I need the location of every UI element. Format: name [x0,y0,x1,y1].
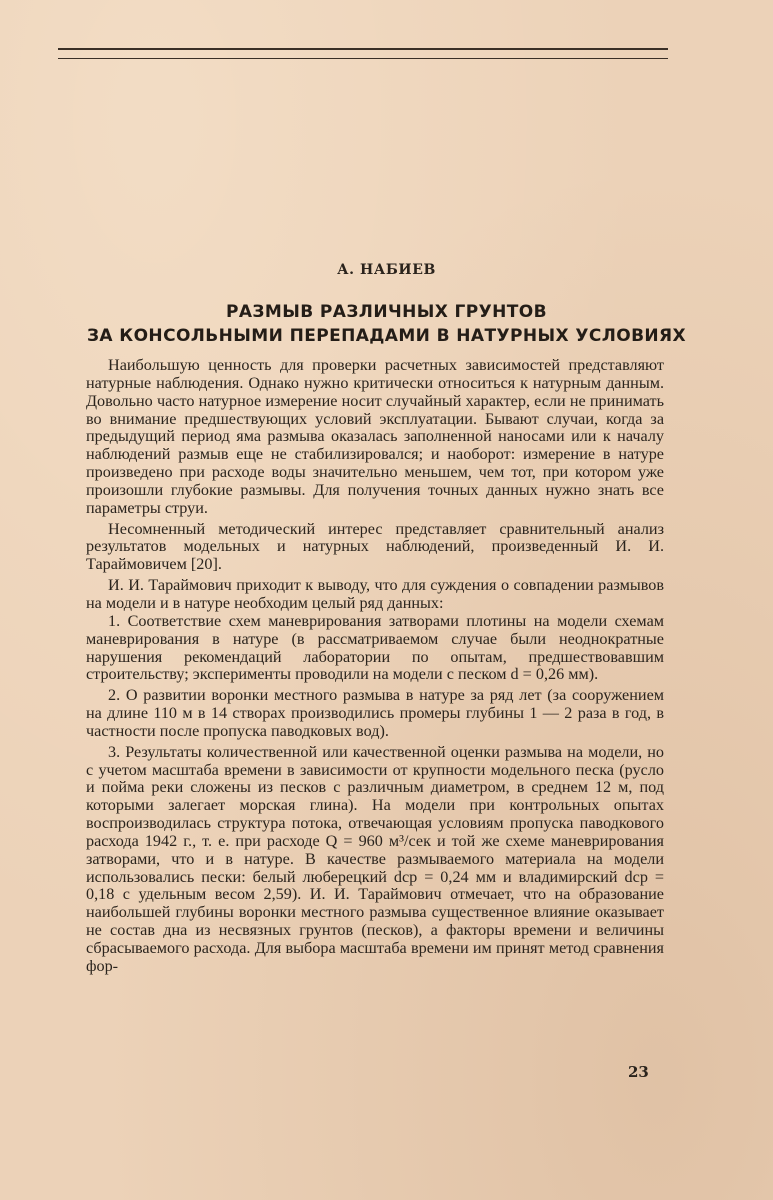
list-item-2: 2. О развитии воронки местного размыва в натуре за ряд лет (за сооружением на длине 110 м в 14 створах производились промеры глубины 1 — 2 раза в год, в частности после пропуска паводковых вод). [86,686,664,740]
page-number: 23 [628,1063,649,1081]
paragraph-comparison: Несомненный методический интерес представляет сравнительный анализ результатов модельных и натурных наблюдений, произведенный И. И. Тараймовичем [20]. [86,519,664,574]
article-author: А. НАБИЕВ [337,262,436,278]
header-rule-top [58,48,668,50]
list-item-3: 3. Результаты количественной или качественной оценки размыва на модели, но с учетом масштаба времени в зависимости от крупности модельного песка (русло и пойма реки сложены из песков с различным диаметром, в среднем 12 м, под которыми залегает морская глина). На модели при контрольных опытах воспроизводилась структура потока, отвечающая условиям пропуска паводкового расхода 1942 г., т. е. при расходе Q = 960 м³/сек и той же схеме маневрирования затворами, что и в натуре. В качестве размываемого материала на модели использовались пески: белый люберецкий dср = 0,24 мм и владимирский dср = 0,18 с удельным весом 2,59). И. И. Тараймович отмечает, что на образование наибольшей глубины воронки местного размыва существенное влияние оказывает не состав дна из несвязных грунтов (песков), а факторы времени и величины сбрасываемого расхода. Для выбора масштаба времени им принят метод сравнения фор- [86,742,664,975]
header-rule-bottom [58,58,668,59]
paragraph-intro: Наибольшую ценность для проверки расчетных зависимостей представляют натурные наблюдения. Однако нужно критически относиться к натурным данным. Довольно часто натурное измерение носит случайный характер, если не принимать во внимание предшествующих условий эксплуатации. Бывают случаи, когда за предыдущий период яма размыва оказалась заполненной наносами или к началу наблюдений размыв еще не стабилизировался; и наоборот: измерение в натуре произведено при расходе воды значительно меньшем, чем тот, при котором уже произошли глубокие размывы. Для получения точных данных нужно знать все параметры струи. [86,356,664,517]
paragraph-conclusion: И. И. Тараймович приходит к выводу, что для суждения о совпадении размывов на модели и в натуре необходим целый ряд данных: [86,576,664,612]
article-title [60,300,713,348]
article-body [86,357,664,976]
list-item-1: 1. Соответствие схем маневрирования затворами плотины на модели схемам маневрирования в натуре (в рассматриваемом случае были неоднократные нарушения рекомендаций лаборатории по опытам, предшествовавшим строительству; эксперименты проводили на модели с песком d = 0,26 мм). [86,611,664,684]
article-title-line-2: ЗА КОНСОЛЬНЫМИ ПЕРЕПАДАМИ В НАТУРНЫХ УСЛОВИЯХ [86,326,687,346]
article-title-line-1: РАЗМЫВ РАЗЛИЧНЫХ ГРУНТОВ [226,302,547,322]
